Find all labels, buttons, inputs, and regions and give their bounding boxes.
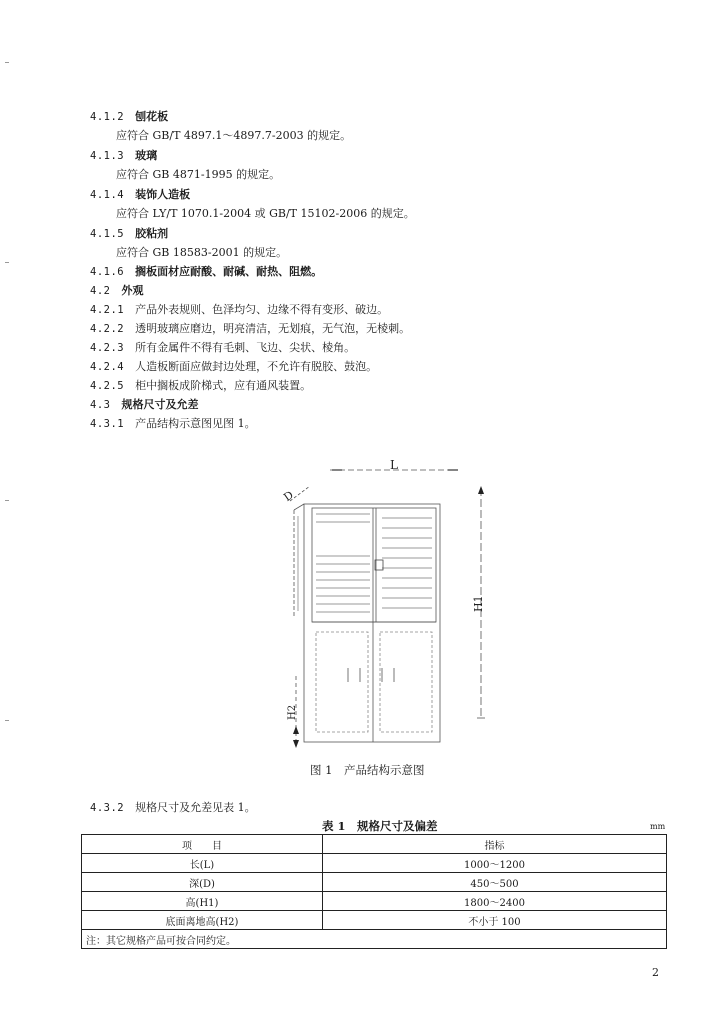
spec-table xyxy=(81,834,667,949)
label-h1: H1 xyxy=(472,595,485,612)
table-header: 指标 xyxy=(323,835,667,854)
table-title: 表 1 规格尺寸及偏差 xyxy=(322,819,438,833)
clause-4-1-6: 4.1.6 搁板面材应耐酸、耐碱、耐热、阻燃。 xyxy=(90,265,323,278)
table-row xyxy=(82,854,667,873)
table-header: 项 目 xyxy=(82,835,323,854)
clause-4-2-1: 4.2.1 产品外表规则、色泽均匀、边缘不得有变形、破边。 xyxy=(90,303,389,316)
section-4-2: 4.2 外观 xyxy=(90,284,144,297)
table-cell: 高(H1) xyxy=(82,892,323,911)
table-note-row xyxy=(82,930,667,949)
clause-4-3-2: 4.3.2 规格尺寸及允差见表 1。 xyxy=(90,801,256,814)
clause-4-1-5: 4.1.5 胶粘剂 xyxy=(90,227,169,240)
table-cell: 450～500 xyxy=(323,873,667,892)
clause-text: 应符合 GB 18583-2001 的规定。 xyxy=(116,246,288,259)
scan-edge-mark xyxy=(5,720,9,721)
table-row xyxy=(82,892,667,911)
table-cell: 长(L) xyxy=(82,854,323,873)
table-note: 注：其它规格产品可按合同约定。 xyxy=(82,930,667,949)
table-row xyxy=(82,873,667,892)
clause-text: 应符合 GB/T 4897.1～4897.7-2003 的规定。 xyxy=(116,129,352,142)
figure-caption: 图 1 产品结构示意图 xyxy=(310,763,425,777)
scan-edge-mark xyxy=(5,500,9,501)
clause-text: 应符合 GB 4871-1995 的规定。 xyxy=(116,168,281,181)
scan-edge-mark xyxy=(5,62,9,63)
section-4-3: 4.3 规格尺寸及允差 xyxy=(90,398,199,411)
clause-4-2-5: 4.2.5 柜中搁板成阶梯式，应有通风装置。 xyxy=(90,379,312,392)
cabinet-structure-diagram xyxy=(276,456,496,752)
table-cell: 底面离地高(H2) xyxy=(82,911,323,930)
label-d: D xyxy=(281,488,296,505)
clause-4-2-4: 4.2.4 人造板断面应做封边处理，不允许有脱胶、鼓泡。 xyxy=(90,360,378,373)
clause-4-1-4: 4.1.4 装饰人造板 xyxy=(90,188,191,201)
label-l: L xyxy=(390,458,398,472)
table-unit: mm xyxy=(650,822,666,831)
clause-4-2-2: 4.2.2 透明玻璃应磨边，明亮清洁，无划痕，无气泡，无棱刺。 xyxy=(90,322,411,335)
table-row xyxy=(82,911,667,930)
scan-edge-mark xyxy=(5,262,9,263)
clause-4-2-3: 4.2.3 所有金属件不得有毛刺、飞边、尖状、棱角。 xyxy=(90,341,356,354)
table-header-row xyxy=(82,835,667,854)
label-h2: H2 xyxy=(287,704,298,720)
page-number: 2 xyxy=(652,966,659,979)
table-cell: 1000～1200 xyxy=(323,854,667,873)
table-cell: 深(D) xyxy=(82,873,323,892)
clause-4-1-2: 4.1.2 刨花板 xyxy=(90,110,169,123)
clause-text: 应符合 LY/T 1070.1-2004 或 GB/T 15102-2006 的规定。 xyxy=(116,207,415,220)
clause-4-1-3: 4.1.3 玻璃 xyxy=(90,149,158,162)
clause-4-3-1: 4.3.1 产品结构示意图见图 1。 xyxy=(90,417,256,430)
table-cell: 不小于 100 xyxy=(323,911,667,930)
table-cell: 1800～2400 xyxy=(323,892,667,911)
